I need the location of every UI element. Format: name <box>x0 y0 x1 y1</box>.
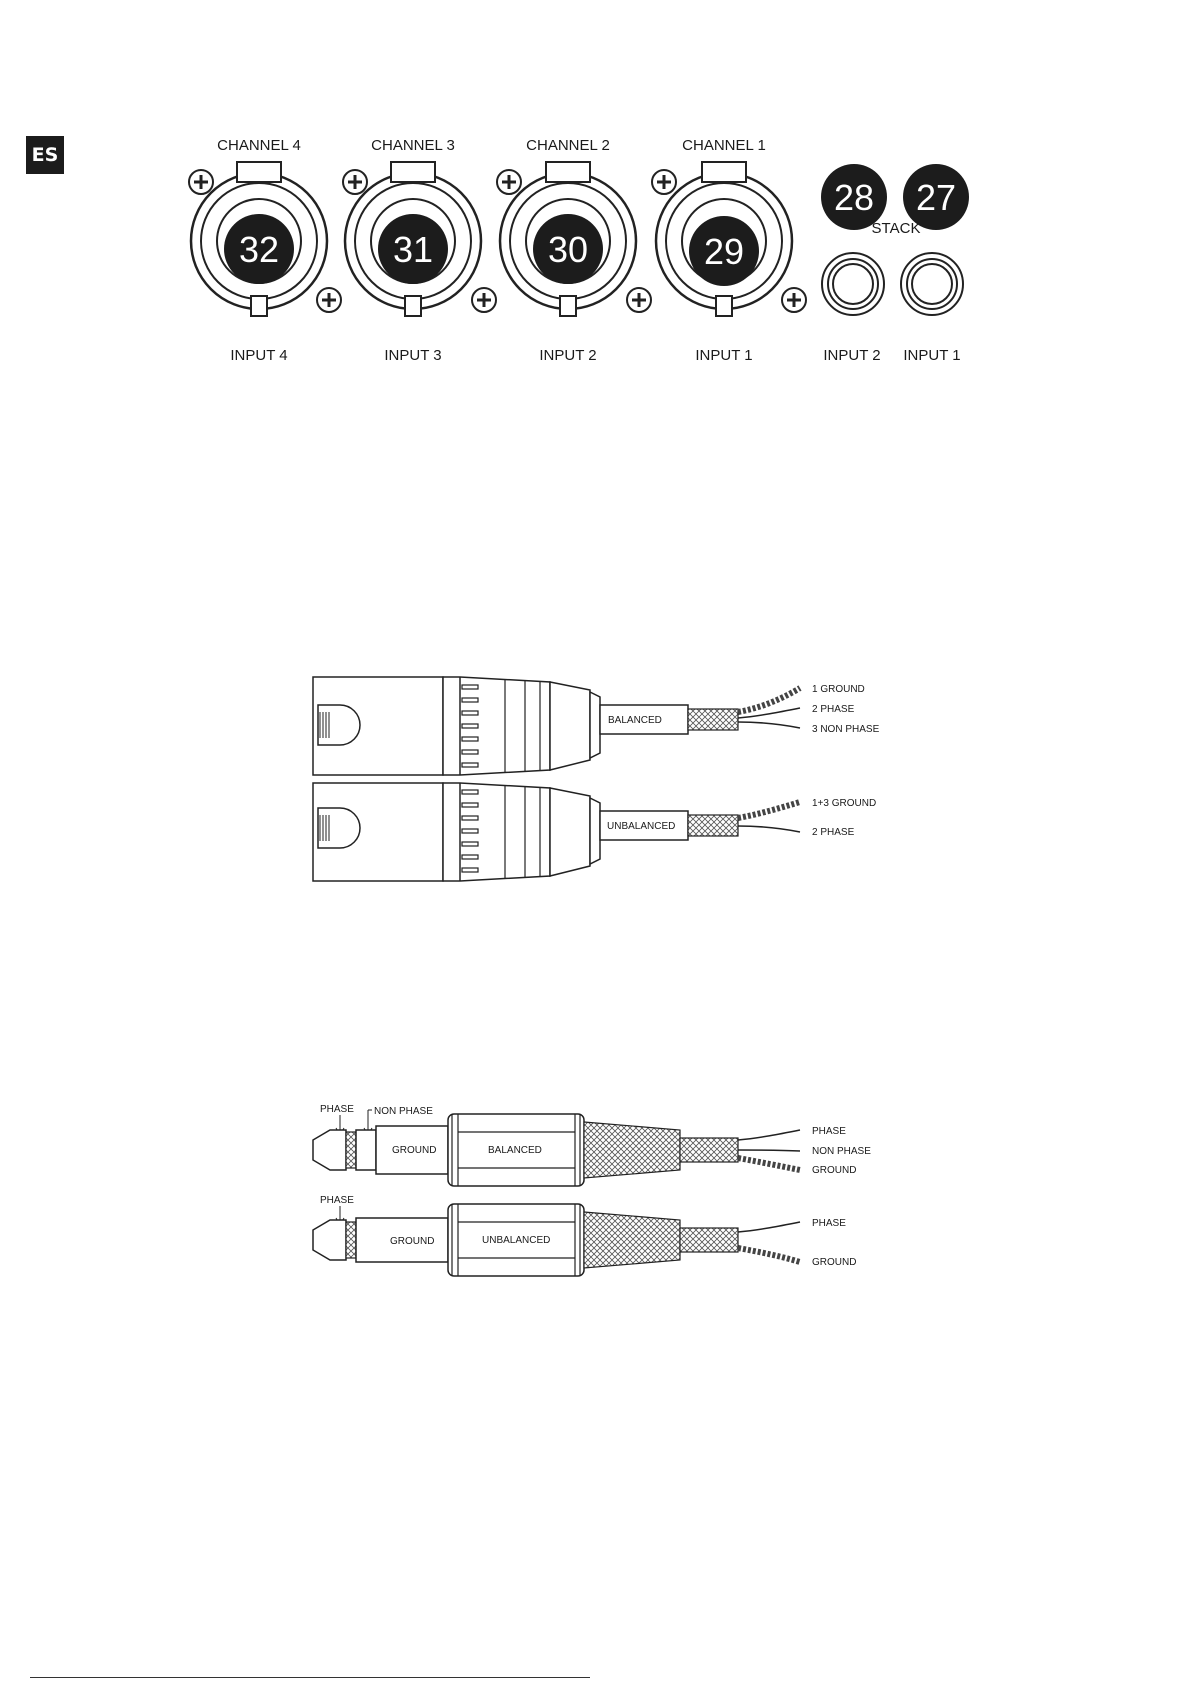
xlr-connector-channel-1 <box>652 137 806 364</box>
screw-icon <box>189 170 213 194</box>
screw-icon <box>652 170 676 194</box>
stack-jack-panel <box>821 164 969 364</box>
svg-text:30: 30 <box>547 229 589 270</box>
wire-label: PHASE <box>812 1126 846 1137</box>
xlr-cable-unbalanced <box>313 783 876 881</box>
screw-icon <box>317 288 341 312</box>
ring-label: NON PHASE <box>374 1106 433 1117</box>
cable-type-label: UNBALANCED <box>607 821 676 832</box>
input-label: INPUT 1 <box>695 347 753 364</box>
screw-icon <box>472 288 496 312</box>
channel-label: CHANNEL 2 <box>526 137 610 154</box>
sleeve-label: GROUND <box>390 1236 435 1247</box>
cable-type-label: UNBALANCED <box>482 1235 551 1246</box>
svg-text:27: 27 <box>915 177 957 218</box>
wire-label: NON PHASE <box>812 1146 871 1157</box>
jack-socket-input-1 <box>901 253 963 364</box>
cable-type-label: BALANCED <box>488 1145 542 1156</box>
tip-label: PHASE <box>320 1104 354 1115</box>
wire-label: 3 NON PHASE <box>812 724 880 735</box>
sleeve-label: GROUND <box>392 1145 437 1156</box>
input-label: INPUT 3 <box>384 347 442 364</box>
svg-text:29: 29 <box>703 231 745 272</box>
screw-icon <box>497 170 521 194</box>
screw-icon <box>782 288 806 312</box>
input-label: INPUT 4 <box>230 347 288 364</box>
stack-label: STACK <box>871 220 921 237</box>
svg-text:28: 28 <box>833 177 875 218</box>
input-label: INPUT 2 <box>539 347 597 364</box>
xlr-input-panel <box>189 137 806 364</box>
footer-divider <box>30 1677 590 1678</box>
xlr-connector-channel-2 <box>497 137 651 364</box>
xlr-connector-channel-4 <box>189 137 341 364</box>
channel-label: CHANNEL 3 <box>371 137 455 154</box>
jack-cable-unbalanced <box>313 1195 856 1276</box>
jack-cable-balanced <box>313 1104 871 1186</box>
wire-label: 1 GROUND <box>812 684 865 695</box>
wire-label: 2 PHASE <box>812 827 855 838</box>
screw-icon <box>343 170 367 194</box>
xlr-cable-balanced <box>313 677 880 775</box>
svg-text:32: 32 <box>238 229 280 270</box>
cable-type-label: BALANCED <box>608 715 662 726</box>
wire-label: GROUND <box>812 1257 857 1268</box>
xlr-connector-channel-3 <box>343 137 496 364</box>
jack-socket-input-2 <box>822 253 884 364</box>
wire-label: PHASE <box>812 1218 846 1229</box>
language-tab: ES <box>26 136 64 174</box>
screw-icon <box>627 288 651 312</box>
wire-label: GROUND <box>812 1165 857 1176</box>
svg-text:31: 31 <box>392 229 434 270</box>
wire-label: 2 PHASE <box>812 704 855 715</box>
input-label: INPUT 1 <box>903 347 961 364</box>
channel-label: CHANNEL 1 <box>682 137 766 154</box>
channel-label: CHANNEL 4 <box>217 137 301 154</box>
tip-label: PHASE <box>320 1195 354 1206</box>
wire-label: 1+3 GROUND <box>812 798 877 809</box>
input-label: INPUT 2 <box>823 347 881 364</box>
